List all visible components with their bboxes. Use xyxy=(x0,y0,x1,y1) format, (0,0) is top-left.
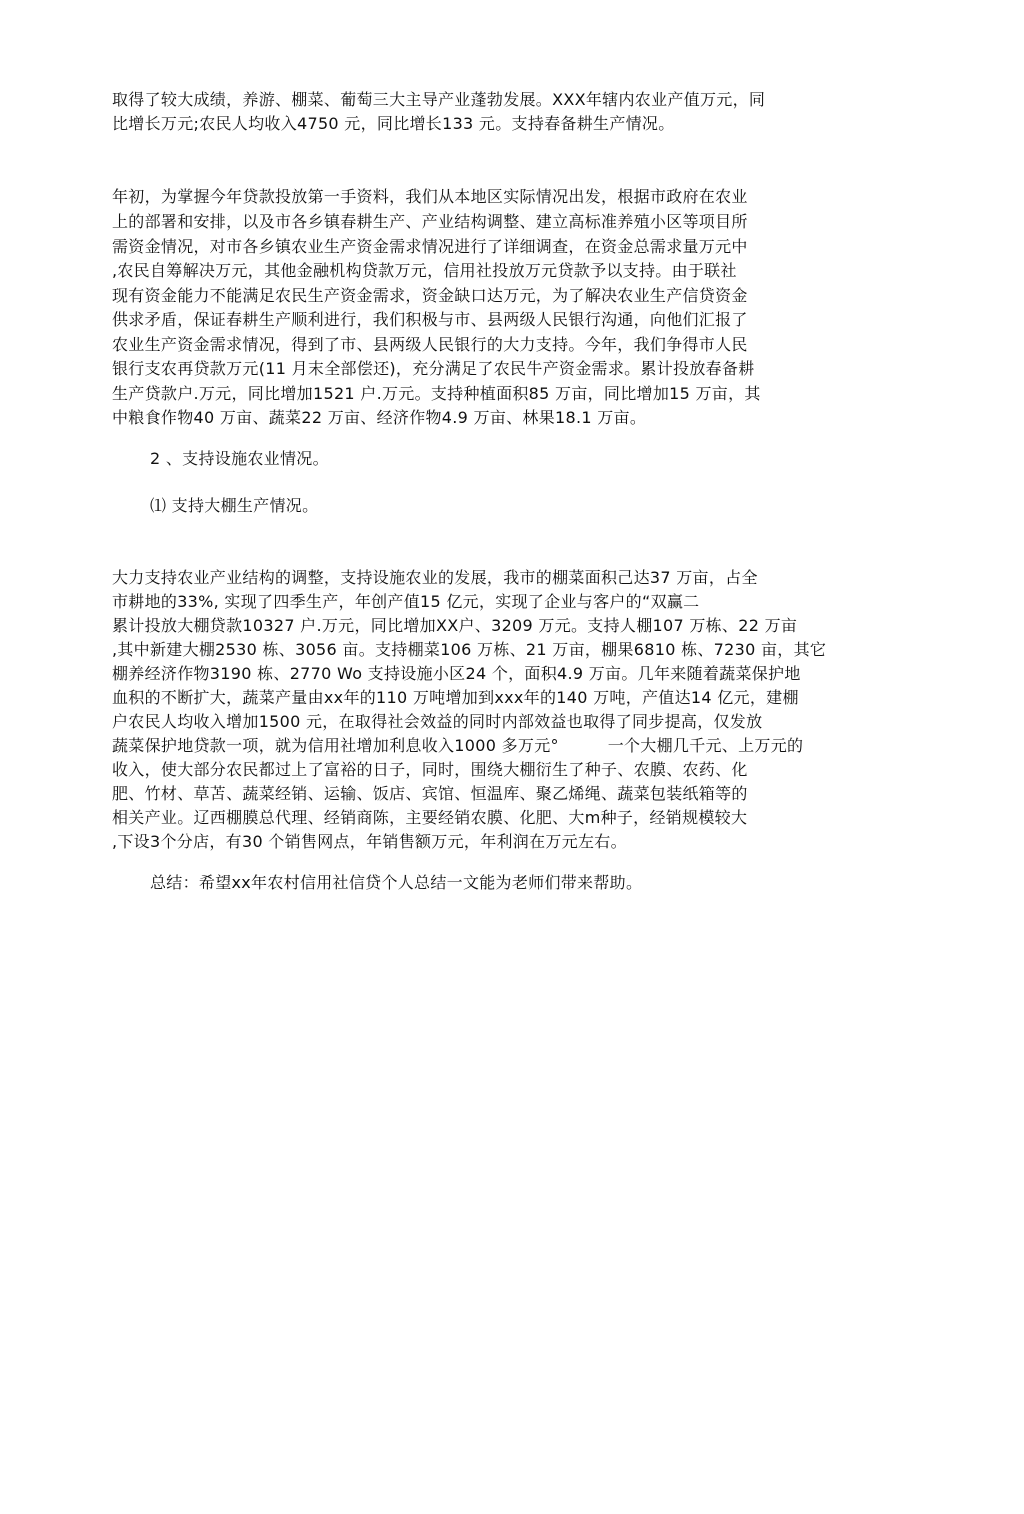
paragraph-1-line-2: 比增长万元;农民人均收入4750 元，同比增长133 元。支持春备耕生产情况。 xyxy=(112,114,675,133)
paragraph-2-line-8: 银行支农再贷款万元(11 月末全部偿还)，充分满足了农民牛产资金需求。累计投放春备耕 xyxy=(112,359,755,378)
paragraph-3-line-12: ,下设3个分店，有30 个销售网点，年销售额万元，年利润在万元左右。 xyxy=(112,832,627,851)
subsection-heading-2-1: ⑴ 支持大棚生产情况。 xyxy=(150,496,319,515)
paragraph-3-line-11: 相关产业。辽西棚膜总代理、经销商陈，主要经销农膜、化肥、大m种子，经销规模较大 xyxy=(112,808,748,827)
paragraph-2-line-10: 中粮食作物40 万亩、蔬菜22 万亩、经济作物4.9 万亩、林果18.1 万亩。 xyxy=(112,408,647,427)
paragraph-3-line-8: 蔬菜保护地贷款一项，就为信用社增加利息收入1000 多万元° 一个大棚几千元、上万元的 xyxy=(112,736,804,755)
paragraph-3-line-6: 血积的不断扩大，蔬菜产量由xx年的110 万吨增加到xxx年的140 万吨，产值达14 亿元，建棚 xyxy=(112,688,799,707)
paragraph-3-line-2: 市耕地的33%, 实现了四季生产，年创产值15 亿元，实现了企业与客户的“双赢二 xyxy=(112,592,700,611)
paragraph-2-line-9: 生产贷款户.万元，同比增加1521 户.万元。支持种植面积85 万亩，同比增加15 万亩，其 xyxy=(112,384,761,403)
paragraph-1-line-1: 取得了较大成绩，养游、棚菜、葡萄三大主导产业蓬勃发展。XXX年辖内农业产值万元，同 xyxy=(112,90,766,109)
paragraph-2-line-2: 上的部署和安排，以及市各乡镇春耕生产、产业结构调整、建立高标准养殖小区等项目所 xyxy=(112,212,748,231)
paragraph-2-line-5: 现有资金能力不能满足农民生产资金需求，资金缺口达万元，为了解决农业生产信贷资金 xyxy=(112,286,748,305)
paragraph-2-line-4: ,农民自筹解决万元，其他金融机构贷款万元，信用社投放万元贷款予以支持。由于联社 xyxy=(112,261,737,280)
paragraph-3-line-9: 收入，使大部分农民都过上了富裕的日子，同时，围绕大棚衍生了种子、农膜、农药、化 xyxy=(112,760,748,779)
paragraph-3-line-1: 大力支持农业产业结构的调整，支持设施农业的发展，我市的棚菜面积己达37 万亩，占全 xyxy=(112,568,758,587)
paragraph-3-line-5: 棚养经济作物3190 栋、2770 Wo 支持设施小区24 个，面积4.9 万亩。几年来随着蔬菜保护地 xyxy=(112,664,801,683)
paragraph-2-line-3: 需资金情况，对市各乡镇农业生产资金需求情况进行了详细调查，在资金总需求量万元中 xyxy=(112,237,748,256)
paragraph-2-line-1: 年初，为掌握今年贷款投放第一手资料，我们从本地区实际情况出发，根据市政府在农业 xyxy=(112,187,748,206)
paragraph-2-line-7: 农业生产资金需求情况，得到了市、县两级人民银行的大力支持。今年，我们争得市人民 xyxy=(112,335,748,354)
paragraph-2-line-6: 供求矛盾，保证春耕生产顺利进行，我们积极与市、县两级人民银行沟通，向他们汇报了 xyxy=(112,310,748,329)
paragraph-3-line-7: 户农民人均收入增加1500 元，在取得社会效益的同时内部效益也取得了同步提高，仅发放 xyxy=(112,712,763,731)
paragraph-3-line-3: 累计投放大棚贷款10327 户.万元，同比增加XX户、3209 万元。支持人棚107 万栋、22 万亩 xyxy=(112,616,798,635)
paragraph-3-line-4: ,其中新建大棚2530 栋、3056 亩。支持棚菜106 万栋、21 万亩，棚果6810 栋、7230 亩，其它 xyxy=(112,640,827,659)
section-heading-2: 2 、支持设施农业情况。 xyxy=(150,449,329,468)
paragraph-3-line-10: 肥、竹材、草苫、蔬菜经销、运输、饭店、宾馆、恒温库、聚乙烯绳、蔬菜包装纸箱等的 xyxy=(112,784,748,803)
summary-text: 总结：希望xx年农村信用社信贷个人总结一文能为老师们带来帮助。 xyxy=(150,873,643,892)
